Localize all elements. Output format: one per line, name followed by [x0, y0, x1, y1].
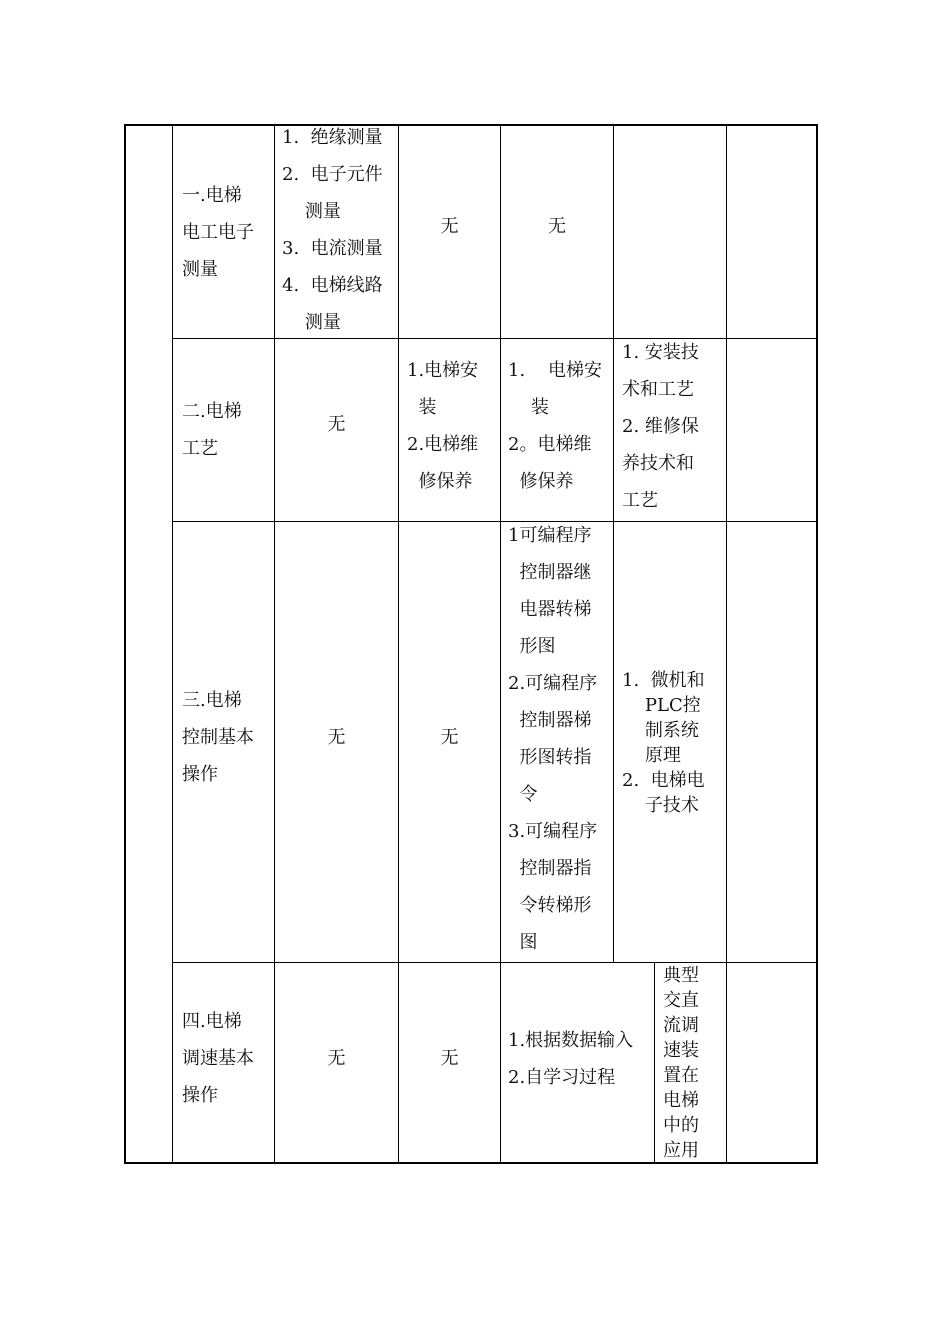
topic-line: 一.电梯: [182, 184, 242, 206]
row1-col3: [399, 126, 500, 326]
list-item: 1可编程序: [508, 525, 592, 546]
topic-line: 工艺: [182, 438, 218, 459]
topic-line: 四.电梯: [182, 1010, 242, 1032]
list-item: 2.可编程序: [508, 673, 598, 694]
row4-col4-list: [508, 1022, 654, 1102]
row3-col4-list: [508, 517, 612, 961]
row4-col3: [399, 963, 500, 1153]
list-item: 令转梯形: [508, 895, 592, 916]
cell-value: 无: [327, 726, 346, 748]
list-item: 3. 电流测量: [282, 238, 383, 259]
list-item: 装: [407, 397, 437, 418]
cell-value: 无: [440, 1047, 459, 1069]
list-item: 形图: [508, 636, 556, 657]
row4-col5-list: [663, 963, 725, 1163]
row3-col5-list: [622, 668, 726, 818]
list-item: 2。电梯维: [508, 434, 592, 455]
list-item: 电梯: [663, 1090, 699, 1111]
row2-col3-list: [407, 352, 499, 512]
list-item: 控制器继: [508, 562, 592, 583]
list-item: 流调: [663, 1015, 699, 1036]
list-item: 3.可编程序: [508, 821, 598, 842]
list-item: 测量: [282, 201, 341, 222]
topic-line: 操作: [182, 763, 218, 785]
topic-line: 二.电梯: [182, 401, 242, 422]
list-item: 2. 电子元件: [282, 164, 383, 185]
list-item: 2. 电梯电: [622, 770, 705, 791]
col-line-1: [172, 124, 173, 1164]
list-item: 控制器指: [508, 858, 592, 879]
list-item: 2.电梯维: [407, 434, 479, 455]
row4-topic: [182, 963, 274, 1153]
cell-value: 无: [327, 413, 346, 435]
list-item: 2.自学习过程: [508, 1067, 616, 1088]
row3-col3: [399, 522, 500, 952]
row2-topic: [182, 339, 274, 521]
list-item: 形图转指: [508, 747, 592, 768]
list-item: 速装: [663, 1040, 699, 1061]
list-item: 1. 安装技: [622, 342, 699, 363]
list-item: 令: [508, 784, 538, 805]
topic-line: 控制基本: [182, 726, 254, 748]
topic-line: 测量: [182, 258, 218, 280]
list-item: 修保养: [508, 471, 574, 492]
list-item: 1. 绝缘测量: [282, 127, 383, 148]
list-item: 装: [508, 397, 549, 418]
list-item: 2. 维修保: [622, 416, 699, 437]
list-item: 电器转梯: [508, 599, 592, 620]
list-item: 修保养: [407, 471, 473, 492]
list-item: 原理: [622, 745, 681, 766]
topic-line: 操作: [182, 1084, 218, 1106]
col-line-5a: [613, 124, 614, 963]
col-line-6: [726, 124, 727, 1164]
row1-topic: [182, 126, 274, 338]
list-item: 1. 电梯安: [508, 360, 603, 381]
row3-topic: [182, 522, 274, 952]
list-item: 4. 电梯线路: [282, 275, 383, 296]
list-item: PLC控: [622, 695, 701, 716]
row1-col4: [501, 126, 613, 326]
row2-col4-list: [508, 352, 612, 512]
cell-value: 无: [440, 215, 459, 237]
list-item: 工艺: [622, 490, 658, 511]
topic-line: 电工电子: [182, 221, 254, 243]
cell-value: 无: [440, 726, 459, 748]
list-item: 测量: [282, 312, 341, 333]
list-item: 图: [508, 932, 538, 953]
list-item: 1. 微机和: [622, 670, 705, 691]
cell-value: 无: [327, 1047, 346, 1069]
list-item: 术和工艺: [622, 379, 694, 400]
col-line-5b: [654, 963, 655, 1163]
list-item: 1.电梯安: [407, 360, 479, 381]
list-item: 应用: [663, 1140, 699, 1161]
topic-line: 调速基本: [182, 1047, 254, 1069]
row1-col2-list: [282, 119, 398, 338]
table-border-right: [816, 124, 818, 1164]
list-item: 控制器梯: [508, 710, 592, 731]
list-item: 交直: [663, 990, 699, 1011]
list-item: 1.根据数据输入: [508, 1030, 634, 1051]
list-item: 中的: [663, 1115, 699, 1136]
list-item: 置在: [663, 1065, 699, 1086]
list-item: 制系统: [622, 720, 699, 741]
table-border-left: [124, 124, 126, 1164]
list-item: 子技术: [622, 795, 699, 816]
list-item: 典型: [663, 965, 699, 986]
row2-col5-list: [622, 334, 726, 520]
topic-line: 三.电梯: [182, 689, 242, 711]
row2-col2: [275, 339, 398, 509]
list-item: 养技术和: [622, 453, 694, 474]
cell-value: 无: [548, 215, 566, 237]
row4-col2: [275, 963, 398, 1153]
row3-col2: [275, 522, 398, 952]
